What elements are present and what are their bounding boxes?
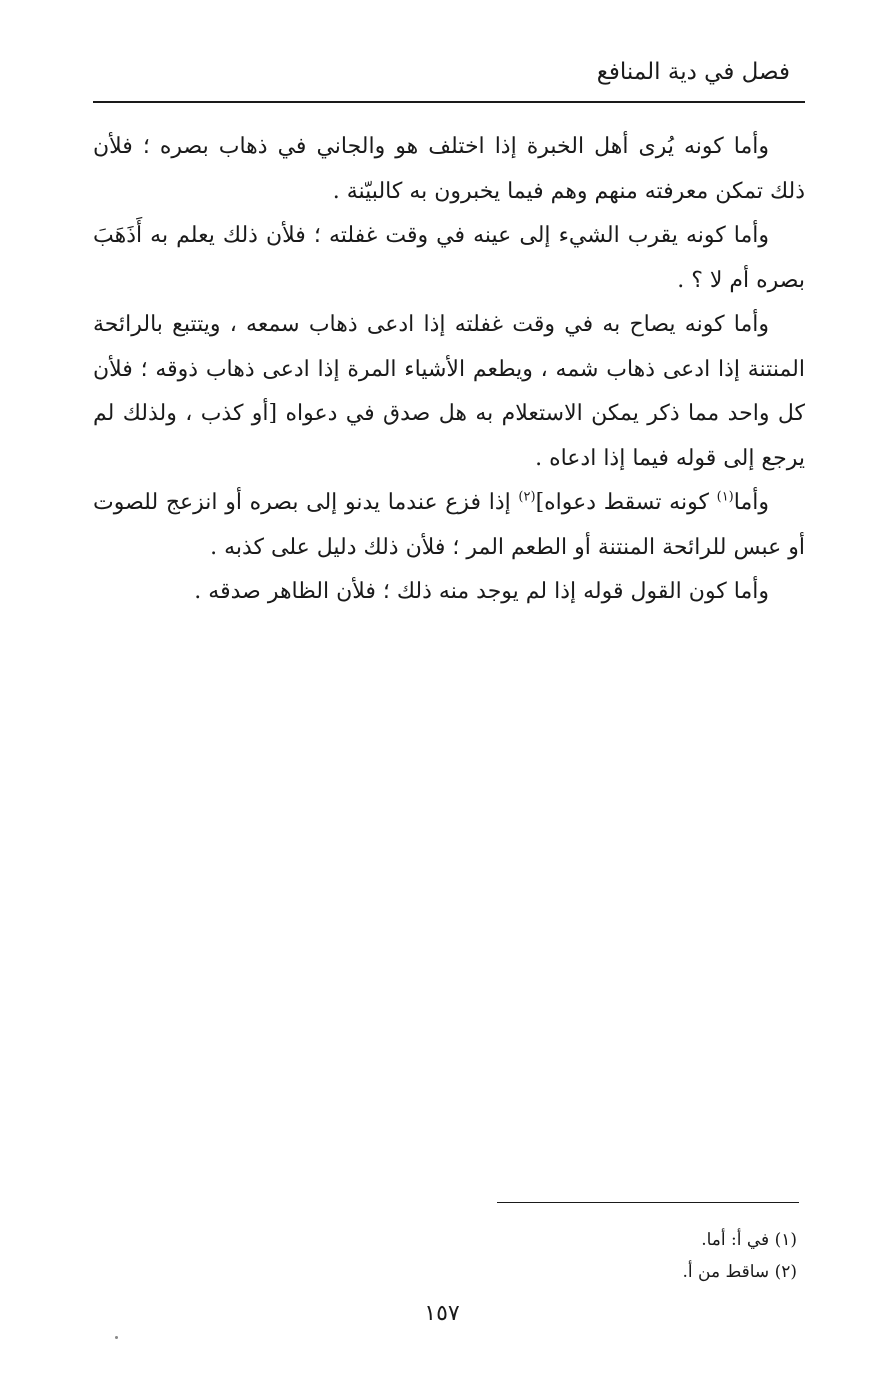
paragraph-4-end: إذا فزع عندما يدنو إلى بصره أو انزعج للصوت أو عبس للرائحة المنتنة أو الطعم المر ؛ فلأن ذلك دليل على كذبه . xyxy=(93,490,805,560)
page-number: ١٥٧ xyxy=(424,1301,460,1326)
footnote-rule xyxy=(497,1202,799,1203)
running-title: فصل في دية المنافع xyxy=(596,59,790,85)
paragraph-5: وأما كون القول قوله إذا لم يوجد منه ذلك ؛ فلأن الظاهر صدقه . xyxy=(194,579,769,604)
paragraph-4 xyxy=(93,481,805,570)
paragraph-4-start: وأما xyxy=(733,490,769,515)
paragraph-2: وأما كونه يقرب الشيء إلى عينه في وقت غفلته ؛ فلأن ذلك يعلم به أَذَهَبَ بصره أم لا ؟ . xyxy=(93,223,805,293)
paragraph-1: وأما كونه يُرى أهل الخبرة إذا اختلف هو والجاني في ذهاب بصره ؛ فلأن ذلك تمكن معرفته منهم وهم فيما يخبرون به كالبيّنة . xyxy=(93,134,805,204)
footnote-marker-2: (٢) xyxy=(518,489,536,505)
scan-speck xyxy=(115,1336,118,1339)
paragraph-3: وأما كونه يصاح به في وقت غفلته إذا ادعى ذهاب سمعه ، ويتتبع بالرائحة المنتنة إذا ادعى ذهاب شمه ، ويطعم الأشياء المرة إذا ادعى ذهاب ذوقه ؛ فلأن كل واحد مما ذكر يمكن الاستعلام به هل صدق في دعواه [أو كذب ، ولذلك لم يرجع إلى قوله فيما إذا ادعاه . xyxy=(93,312,805,471)
footnote-2: (٢) ساقط من أ. xyxy=(682,1262,797,1282)
footnote-1: (١) في أ: أما. xyxy=(701,1230,797,1250)
paragraph-4-middle: كونه تسقط دعواه] xyxy=(535,490,717,515)
header-rule xyxy=(93,101,805,103)
footnotes xyxy=(397,1224,797,1288)
main-text xyxy=(93,125,805,615)
footnote-marker-1: (١) xyxy=(716,489,734,505)
